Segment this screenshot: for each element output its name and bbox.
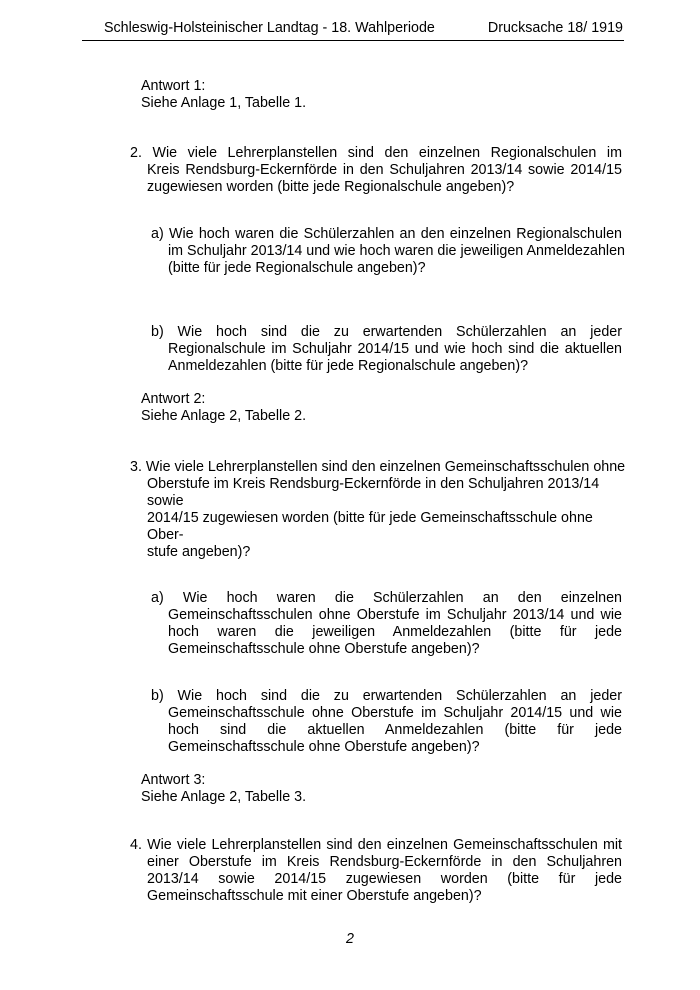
question-2b-line-1: b) Wie hoch sind die zu erwartenden Schülerzahlen an jeder <box>151 324 622 340</box>
page-number: 2 <box>346 931 354 947</box>
question-3b-line-1: b) Wie hoch sind die zu erwartenden Schülerzahlen an jeder <box>151 688 622 704</box>
question-3b-line-3: hoch sind die aktuellen Anmeldezahlen (bitte für jede <box>168 722 622 738</box>
question-4-line-1: 4. Wie viele Lehrerplanstellen sind den einzelnen Gemeinschaftsschulen mit <box>130 837 622 853</box>
question-3-line-6: stufe angeben)? <box>147 544 251 560</box>
answer-1-text: Siehe Anlage 1, Tabelle 1. <box>141 95 307 111</box>
header-title: Schleswig-Holsteinischer Landtag - 18. Wahlperiode <box>104 20 435 36</box>
question-2a-line-2: im Schuljahr 2013/14 und wie hoch waren die jeweiligen Anmeldezahlen <box>168 243 625 259</box>
answer-2-text: Siehe Anlage 2, Tabelle 2. <box>141 408 307 424</box>
answer-1-label: Antwort 1: <box>141 78 206 94</box>
question-3-line-1: 3. Wie viele Lehrerplanstellen sind den einzelnen Gemeinschaftsschulen ohne <box>130 459 626 475</box>
question-4-line-3: 2013/14 sowie 2014/15 zugewiesen worden (bitte für jede <box>147 871 622 887</box>
question-3a-line-2: Gemeinschaftsschulen ohne Oberstufe im Schuljahr 2013/14 und wie <box>168 607 622 623</box>
question-2b-line-2: Regionalschule im Schuljahr 2014/15 und wie hoch sind die aktuellen <box>168 341 622 357</box>
answer-3-text: Siehe Anlage 2, Tabelle 3. <box>141 789 307 805</box>
question-3b-line-4: Gemeinschaftsschule ohne Oberstufe angeben)? <box>168 739 480 755</box>
question-3-line-2: Oberstufe im Kreis Rendsburg-Eckernförde in den Schuljahren 2013/14 <box>147 476 600 492</box>
question-2a-line-1: a) Wie hoch waren die Schülerzahlen an den einzelnen Regionalschulen <box>151 226 622 242</box>
header-divider <box>82 40 624 41</box>
header-document-number: Drucksache 18/ 1919 <box>487 20 623 36</box>
question-3b-line-2: Gemeinschaftsschule ohne Oberstufe im Schuljahr 2014/15 und wie <box>168 705 622 721</box>
question-3-line-3: sowie <box>147 493 184 509</box>
question-4-line-4: Gemeinschaftsschule mit einer Oberstufe angeben)? <box>147 888 482 904</box>
question-3a-line-1: a) Wie hoch waren die Schülerzahlen an den einzelnen <box>151 590 622 606</box>
answer-3-label: Antwort 3: <box>141 772 206 788</box>
question-2a-line-3: (bitte für jede Regionalschule angeben)? <box>168 260 426 276</box>
question-2-line-2: Kreis Rendsburg-Eckernförde in den Schuljahren 2013/14 sowie 2014/15 <box>147 162 622 178</box>
question-3a-line-3: hoch waren die jeweiligen Anmeldezahlen (bitte für jede <box>168 624 622 640</box>
question-3-line-5: Ober- <box>147 527 184 543</box>
question-2b-line-3: Anmeldezahlen (bitte für jede Regionalschule angeben)? <box>168 358 529 374</box>
question-4-line-2: einer Oberstufe im Kreis Rendsburg-Eckernförde in den Schuljahren <box>147 854 622 870</box>
question-3a-line-4: Gemeinschaftsschule ohne Oberstufe angeben)? <box>168 641 480 657</box>
answer-2-label: Antwort 2: <box>141 391 206 407</box>
question-2-line-1: 2. Wie viele Lehrerplanstellen sind den einzelnen Regionalschulen im <box>130 145 622 161</box>
question-3-line-4: 2014/15 zugewiesen worden (bitte für jede Gemeinschaftsschule ohne <box>147 510 593 526</box>
question-2-line-3: zugewiesen worden (bitte jede Regionalschule angeben)? <box>147 179 515 195</box>
